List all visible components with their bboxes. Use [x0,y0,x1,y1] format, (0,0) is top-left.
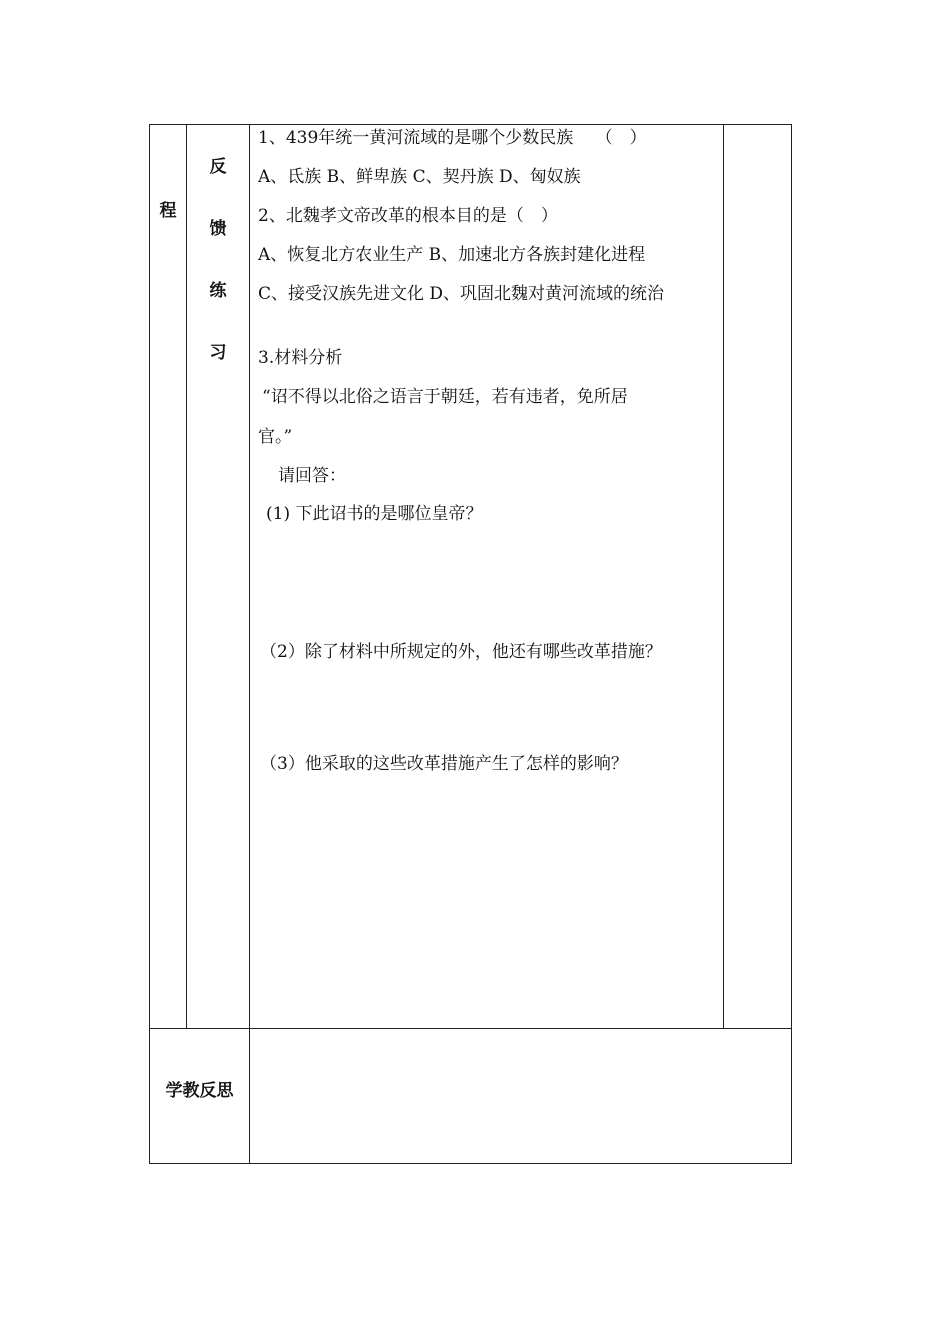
reflection-label: 学教反思 [165,1081,234,1101]
answer-prompt: 请回答： [278,466,346,486]
question-1: 1、439年统一黄河流域的是哪个少数民族 （ ） [258,128,647,148]
table-top-border [149,124,792,125]
material-quote-line-2: 官。” [258,427,293,447]
question-2-options-cd: C、接受汉族先进文化 D、巩固北魏对黄河流域的统治 [258,284,665,304]
section-label-char-3: 练 [209,281,227,301]
table-col-divider-3 [723,124,724,1028]
table-col-divider-2 [249,124,250,1164]
table-left-border [149,124,150,1164]
question-3-title: 3.材料分析 [258,348,343,368]
column-label: 程 [159,201,177,221]
section-label-char-1: 反 [209,157,227,177]
table-col-divider-1 [186,124,187,1028]
question-2: 2、北魏孝文帝改革的根本目的是（ ） [258,206,558,226]
material-quote-line-1: “诏不得以北俗之语言于朝廷，若有违者，免所居 [262,387,628,407]
table-right-border [791,124,792,1164]
section-label-char-4: 习 [209,343,227,363]
table-row-divider [149,1028,792,1029]
sub-question-2: （2）除了材料中所规定的外，他还有哪些改革措施？ [260,642,662,662]
question-1-options: A、氐族 B、鲜卑族 C、契丹族 D、匈奴族 [258,167,581,187]
question-2-options-ab: A、恢复北方农业生产 B、加速北方各族封建化进程 [258,245,646,265]
table-bottom-border [149,1163,792,1164]
sub-question-1: (1) 下此诏书的是哪位皇帝？ [266,504,483,524]
sub-question-3: （3）他采取的这些改革措施产生了怎样的影响？ [260,754,628,774]
section-label-char-2: 馈 [209,219,227,239]
